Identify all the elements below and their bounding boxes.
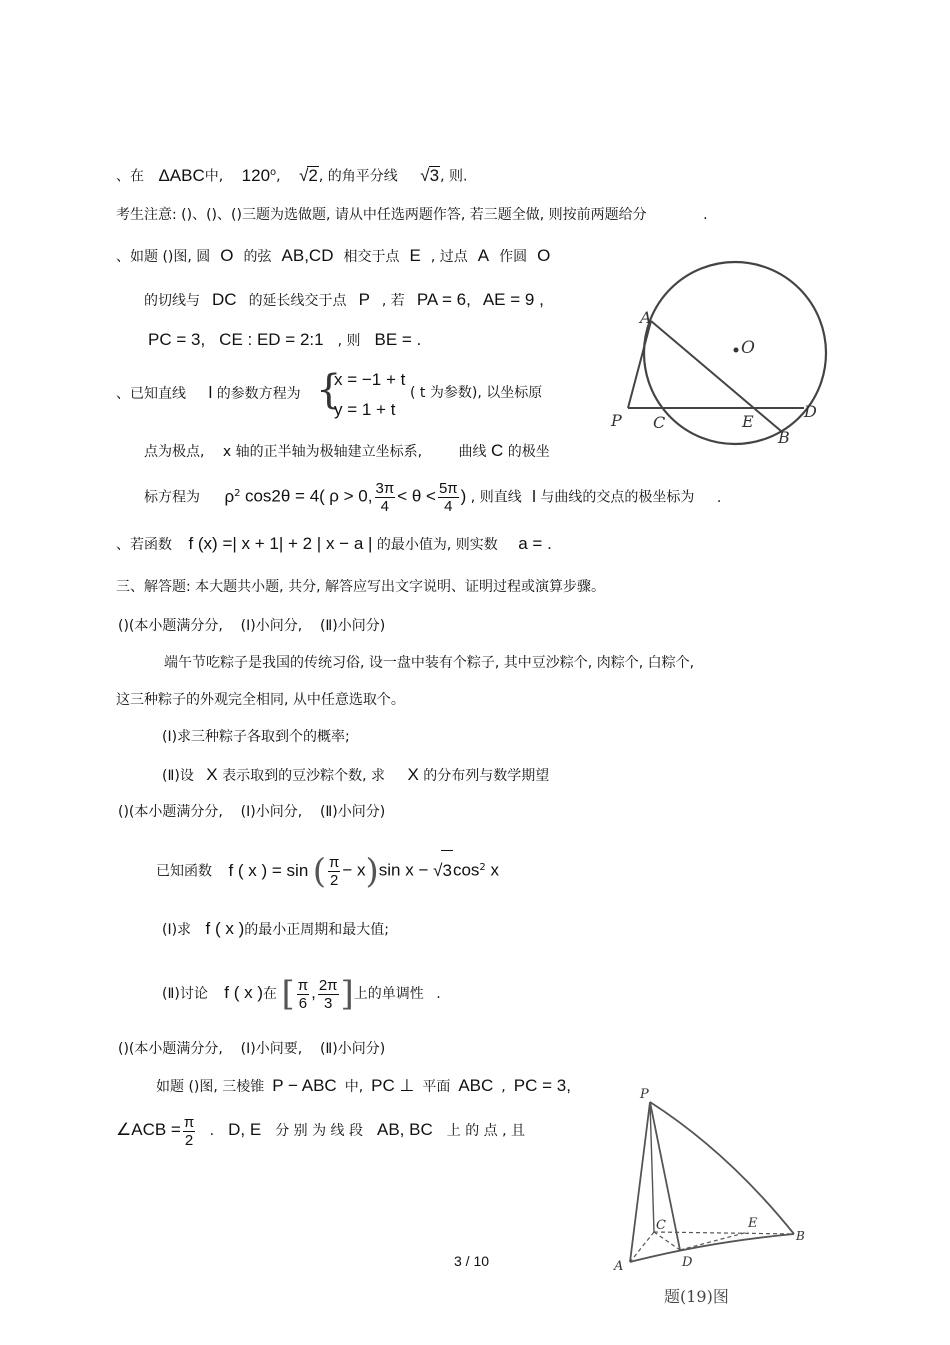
q18-p1: 端午节吃粽子是我国的传统习俗, 设一盘中装有个粽子, 其中豆沙粽个, 肉粽个, 白粽个, (164, 655, 695, 671)
q16-eq2: y = 1 + t (334, 400, 396, 419)
label-P: P (611, 411, 622, 430)
q19-part-ii: (Ⅱ)讨论 f ( x )在 [ $\frac{\pi}{6}$ , $\frac{2\pi}{3}$ ]上的单调性 . (162, 974, 441, 1014)
q16-l2d: 的极坐 (507, 444, 550, 460)
q20-line-2 (116, 1110, 539, 1151)
q14-line: 、在 ΔABC中, 120$^o$, √2, 的角平分线 √3, 则. (116, 165, 468, 185)
q16-l3d: 与曲线的交点的极坐标为 (540, 489, 695, 506)
q16-frac1-num: 3π (375, 480, 395, 498)
segment-math: DC (212, 290, 237, 309)
q19-square: 2 (479, 862, 486, 873)
q18-part-ii (162, 766, 549, 785)
q16-line-symbol: l (208, 383, 213, 402)
q19-interval-b (318, 977, 339, 1012)
segment-text: . (209, 1123, 215, 1139)
q19-b-den: 3 (323, 994, 333, 1012)
q19-frac-den: 2 (330, 872, 339, 890)
q19-interval-a (297, 977, 309, 1012)
q19-sqrt3: 3 (441, 850, 452, 891)
q16-line-1 (116, 384, 301, 403)
q19-fx-1: f ( x ) (205, 919, 245, 938)
segment-math: AB, BC (377, 1120, 433, 1139)
q20-angle: ∠ACB = (116, 1120, 181, 1139)
segment-text: 作圆 (499, 249, 528, 265)
q16-text-a: 的参数方程为 (216, 386, 301, 402)
q16-square: 2 (234, 488, 241, 499)
segment-math: P (358, 290, 370, 309)
segment-text: 的延长线交于点 (248, 293, 347, 309)
q15-line-2 (144, 291, 556, 310)
q20-head: ()(本小题满分分, (Ⅰ)小问要, (Ⅱ)小问分) (118, 1041, 386, 1057)
q18-ii-b: 表示取到的豆沙粽个数, 求 (222, 768, 385, 784)
q14-text-a: 中, (204, 168, 224, 185)
q19-frac (328, 854, 340, 889)
q16-frac2-den: 4 (444, 498, 453, 516)
segment-text: , (501, 1079, 506, 1095)
segment-math: PC = 3, (148, 330, 206, 349)
q20-line-2-rest (209, 1120, 539, 1139)
q18-ii-a: (Ⅱ)设 (162, 768, 194, 784)
q16-frac1-den: 4 (380, 498, 390, 516)
label-D2: D (682, 1255, 693, 1270)
q14-comma: , (276, 168, 281, 185)
segment-text: 中, (344, 1079, 364, 1095)
q16-frac2-num: 5π (438, 480, 458, 498)
q14-prefix: 、在 (116, 168, 144, 185)
notice-dot: . (703, 207, 708, 223)
q16-line-2 (144, 442, 550, 461)
q18-head: ()(本小题满分分, (Ⅰ)小问分, (Ⅱ)小问分) (118, 618, 386, 634)
segment-text: 的切线与 (144, 293, 200, 309)
segment-text: , 若 (381, 293, 405, 309)
label-P2: P (640, 1087, 649, 1102)
q18-p2: 这三种粽子的外观完全相同, 从中任意选取个。 (116, 692, 405, 708)
q19-a-den: 6 (298, 994, 308, 1012)
q16-frac-2 (438, 480, 459, 515)
segment-math: A (477, 246, 490, 265)
q18-part-i: (Ⅰ)求三种粽子各取到个的概率; (162, 729, 350, 745)
segment-text: 分 别 为 线 段 (275, 1123, 363, 1139)
q17-prefix: 、若函数 (116, 537, 172, 553)
q14-angle: 120 (241, 165, 271, 185)
label-C2: C (656, 1218, 666, 1233)
label-C: C (653, 413, 666, 432)
q19-f: f ( x ) = sin (228, 860, 309, 880)
segment-text: 如题 ()图, 三棱锥 (156, 1079, 265, 1095)
q16-brace: { (316, 367, 342, 413)
q16-l3e: . (716, 489, 722, 506)
q17-function: f (x) =| x + 1| + 2 | x − a | (188, 534, 373, 553)
segment-text: , 过点 (430, 249, 468, 265)
segment-math: O (537, 246, 551, 265)
q20-frac-num: π (183, 1113, 195, 1131)
q20-frac (183, 1114, 195, 1149)
q20-frac-den: 2 (184, 1131, 194, 1149)
q19-ii-a: (Ⅱ)讨论 (162, 986, 208, 1002)
q14-degree: o (270, 167, 277, 178)
circle-figure (608, 255, 838, 460)
q19-i-b: 的最小正周期和最大值; (244, 922, 389, 938)
q19-given: 已知函数 (156, 863, 212, 880)
q16-rho: ρ (224, 486, 235, 506)
figure-caption: 题(19)图 (664, 1287, 729, 1306)
q19-cos: cos (452, 860, 480, 880)
q19-rest: sin x − (378, 860, 434, 880)
segment-math: AB,CD (281, 246, 334, 265)
segment-math: ABC (458, 1076, 494, 1095)
label-O: O (741, 338, 755, 358)
label-B2: B (796, 1229, 805, 1243)
q19-a-num: π (297, 976, 309, 994)
segment-text: 上 的 点 , 且 (446, 1123, 526, 1139)
label-B: B (778, 428, 790, 447)
page-number: 3 / 10 (454, 1253, 490, 1269)
q18-ii-c: 的分布列与数学期望 (423, 768, 550, 784)
q17-text-a: 的最小值为, 则实数 (376, 537, 498, 553)
notice-text: 考生注意: ()、()、()三题为选做题, 请从中任选两题作答, 若三题全做, 则按前两题给分 (116, 207, 647, 223)
segment-math: AE = 9 , (482, 290, 544, 309)
segment-math: E (409, 246, 421, 265)
q16-lt: < θ < (397, 486, 436, 506)
label-D: D (804, 402, 817, 421)
q14-text-c: , 则. (440, 168, 468, 185)
q16-eq1: x = −1 + t (334, 370, 406, 389)
segment-text: 相交于点 (343, 249, 400, 265)
segment-math: BE = . (374, 330, 422, 349)
segment-text: 平面 (422, 1079, 451, 1095)
q15-line-1 (116, 247, 560, 266)
label-E: E (742, 412, 754, 431)
q20-line-1 (156, 1077, 579, 1096)
q16-prefix: 、已知直线 (116, 386, 186, 402)
q16-cond: ρ > 0, (329, 486, 373, 506)
q16-l2c: 曲线 (458, 444, 487, 460)
q16-line-3 (144, 474, 721, 518)
segment-math: PC ⊥ (371, 1076, 415, 1095)
q16-close: ) (460, 486, 467, 506)
label-E2: E (748, 1216, 758, 1231)
segment-text: 、如题 ()图, 圆 (116, 249, 211, 265)
segment-text: , 则 (337, 333, 361, 349)
q19-minus-x: − x (342, 860, 366, 880)
q16-cos: cos2θ = 4( (244, 486, 325, 506)
q18-X-1: X (206, 765, 218, 784)
q16-l2b: x 轴的正半轴为极轴建立坐标系, (222, 444, 423, 460)
q19-ii-d: . (436, 986, 441, 1002)
q19-ii-c: 上的单调性 (353, 986, 424, 1002)
q16-l3c: l (532, 486, 536, 506)
q19-b-num: 2π (318, 976, 338, 994)
pyramid-figure (608, 1082, 818, 1312)
section-3-title: 三、解答题: 本大题共小题, 共分, 解答应写出文字说明、证明过程或演算步骤。 (116, 579, 605, 595)
q19-part-i (162, 920, 389, 939)
q19-ii-b: 在 (263, 986, 277, 1002)
notice-line (116, 206, 708, 224)
q19-function: 已知函数 f ( x ) = sin ( $\frac{\pi}{2}$ − x)sin $x - √3\cos^2$ x (156, 851, 500, 892)
q16-l3b: , 则直线 (470, 489, 522, 506)
segment-math: P − ABC (272, 1076, 337, 1095)
label-A2: A (614, 1259, 624, 1274)
segment-math: O (220, 246, 234, 265)
q19-frac-num: π (329, 854, 340, 872)
q14-triangle: ΔABC (158, 165, 205, 185)
q16-l2a: 点为极点, (144, 444, 205, 460)
q19-fx-2: f ( x ) (224, 983, 263, 1002)
q19-x: x (485, 860, 500, 880)
q14-text-b: , 的角平分线 (318, 168, 398, 185)
q16-text-b: ( t 为参数), 以坐标原 (410, 385, 543, 401)
q17-line (116, 535, 552, 554)
q17-answer: a = . (518, 534, 552, 553)
q15-line-3 (148, 331, 435, 350)
q14-sqrt3: 3 (429, 165, 440, 185)
segment-math: CE : ED = 2:1 (219, 330, 324, 349)
label-A: A (640, 308, 652, 327)
segment-math: D, E (228, 1120, 262, 1139)
q18-X-2: X (407, 765, 419, 784)
segment-text: 的弦 (243, 249, 272, 265)
segment-math: PC = 3, (513, 1076, 571, 1095)
q14-sqrt2: 2 (308, 165, 318, 185)
q19-head: ()(本小题满分分, (Ⅰ)小问分, (Ⅱ)小问分) (118, 804, 386, 820)
q16-frac-1 (375, 480, 396, 515)
q16-curve-C: C (491, 441, 504, 460)
q19-i-a: (Ⅰ)求 (162, 922, 192, 938)
segment-math: PA = 6, (416, 290, 471, 309)
q16-l3a: 标方程为 (144, 489, 200, 506)
